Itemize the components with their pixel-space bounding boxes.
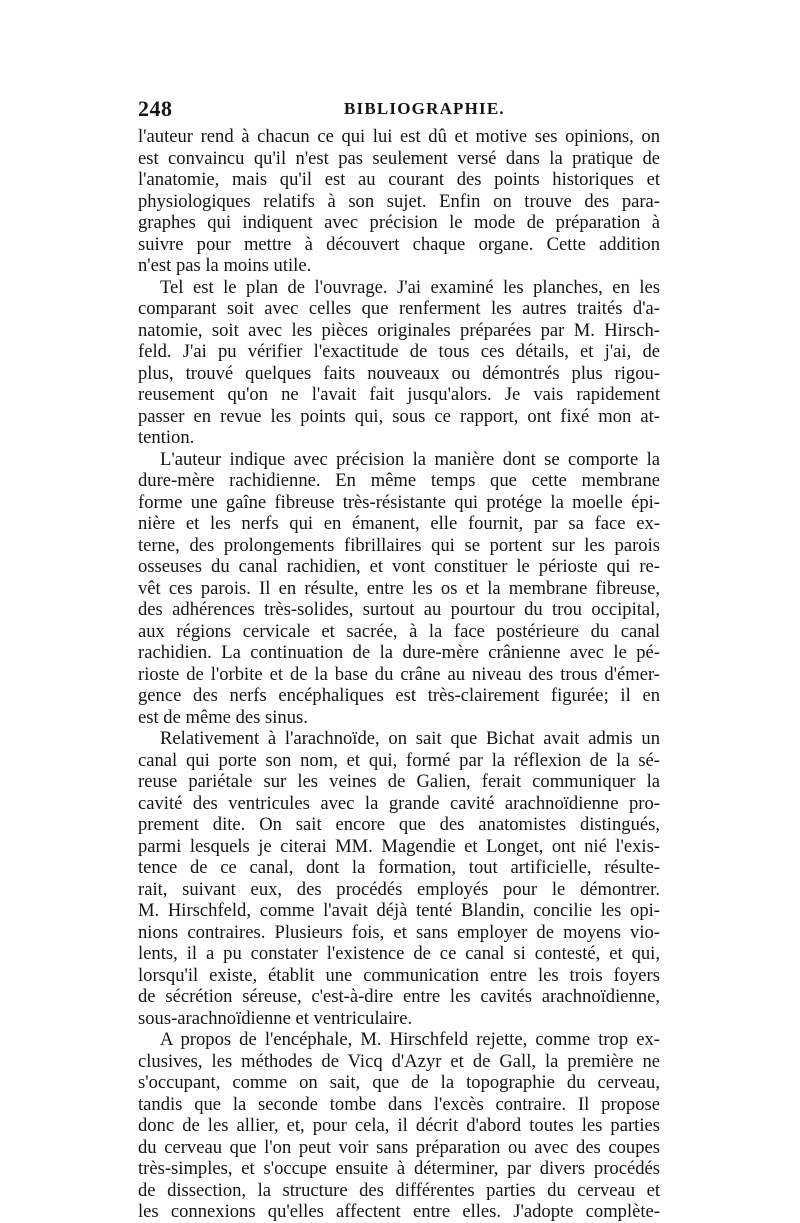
paragraph <box>138 126 660 277</box>
text-line: cavité des ventricules avec la grande cavité arachnoïdienne pro- <box>138 792 660 814</box>
text-line: donc de les allier, et, pour cela, il décrit d'abord toutes les parties <box>138 1115 660 1136</box>
text-line: tence de ce canal, dont la formation, tout artificielle, résulte- <box>138 857 660 878</box>
text-line: comparant soit avec celles que renferment les autres traités d'a- <box>138 298 660 319</box>
text-line: lorsqu'il existe, établit une communication entre les trois foyers <box>138 964 660 986</box>
paragraph <box>138 449 660 729</box>
text-line: nions contraires. Plusieurs fois, et sans employer de moyens vio- <box>138 921 660 943</box>
text-line: A propos de l'encéphale, M. Hirschfeld rejette, comme trop ex- <box>160 1029 660 1050</box>
text-line: forme une gaîne fibreuse très-résistante qui protége la moelle épi- <box>138 491 660 513</box>
text-line: physiologiques relatifs à son sujet. Enfin on trouve des para- <box>138 190 660 212</box>
text-line: aux régions cervicale et sacrée, à la face postérieure du canal <box>138 620 660 642</box>
text-line: suivre pour mettre à découvert chaque organe. Cette addition <box>138 233 660 255</box>
text-line: Relativement à l'arachnoïde, on sait que Bichat avait admis un <box>160 728 660 749</box>
page-number: 248 <box>138 96 173 121</box>
text-line: n'est pas la moins utile. <box>138 255 312 276</box>
text-line: Tel est le plan de l'ouvrage. J'ai examiné les planches, en les <box>160 276 660 298</box>
text-line: rait, suivant eux, des procédés employés pour le démontrer. <box>138 878 660 900</box>
text-line: s'occupant, comme on sait, que de la topographie du cerveau, <box>138 1072 660 1093</box>
text-line: clusives, les méthodes de Vicq d'Azyr et de Gall, la première ne <box>138 1050 660 1072</box>
running-title: BIBLIOGRAPHIE. <box>344 99 505 118</box>
text-line: natomie, soit avec les pièces originales préparées par M. Hirsch- <box>138 319 660 341</box>
text-line: nière et les nerfs qui en émanent, elle fournit, par sa face ex- <box>138 513 660 534</box>
text-line: graphes qui indiquent avec précision le mode de préparation à <box>138 212 660 233</box>
paragraph <box>138 728 660 1029</box>
text-line: rioste de l'orbite et de la base du crâne au niveau des trous d'émer- <box>138 663 660 685</box>
text-line: plus, trouvé quelques faits nouveaux ou démontrés plus rigou- <box>138 362 660 384</box>
text-line: l'auteur rend à chacun ce qui lui est dû et motive ses opinions, on <box>138 126 660 147</box>
text-line: M. Hirschfeld, comme l'avait déjà tenté Blandin, concilie les opi- <box>138 900 660 921</box>
text-line: de sécrétion séreuse, c'est-à-dire entre les cavités arachnoïdienne, <box>138 986 660 1007</box>
text-line: les connexions qu'elles affectent entre elles. J'adopte complète- <box>138 1201 660 1222</box>
text-line: de dissection, la structure des différentes parties du cerveau et <box>138 1179 660 1201</box>
text-line: tandis que la seconde tombe dans l'excès contraire. Il propose <box>138 1093 660 1115</box>
text-line: des adhérences très-solides, surtout au pourtour du trou occipital, <box>138 599 660 620</box>
text-line: lents, il a pu constater l'existence de ce canal si contesté, et qui, <box>138 943 660 964</box>
running-head <box>138 96 660 126</box>
paragraph <box>138 1029 660 1223</box>
text-line: osseuses du canal rachidien, et vont constituer le périoste qui re- <box>138 556 660 577</box>
text-line: L'auteur indique avec précision la manière dont se comporte la <box>160 448 660 470</box>
body-text <box>138 126 660 1223</box>
text-line: terne, des prolongements fibrillaires qui se portent sur les parois <box>138 534 660 556</box>
text-line: tention. <box>138 427 195 448</box>
text-line: vêt ces parois. Il en résulte, entre les os et la membrane fibreuse, <box>138 577 660 599</box>
text-line: feld. J'ai pu vérifier l'exactitude de tous ces détails, et j'ai, de <box>138 341 660 362</box>
text-line: passer en revue les points qui, sous ce rapport, ont fixé mon at- <box>138 405 660 427</box>
text-line: est convaincu qu'il n'est pas seulement versé dans la pratique de <box>138 147 660 169</box>
text-line: du cerveau que l'on peut voir sans préparation ou avec des coupes <box>138 1136 660 1158</box>
text-line: gence des nerfs encéphaliques est très-clairement figurée; il en <box>138 685 660 706</box>
text-line: canal qui porte son nom, et qui, formé par la réflexion de la sé- <box>138 749 660 771</box>
text-line: prement dite. On sait encore que des anatomistes distingués, <box>138 814 660 835</box>
text-line: sous-arachnoïdienne et ventriculaire. <box>138 1007 413 1029</box>
text-line: l'anatomie, mais qu'il est au courant des points historiques et <box>138 169 660 190</box>
text-line: parmi lesquels je citerai MM. Magendie et Longet, ont nié l'exis- <box>138 835 660 857</box>
text-line: reuse pariétale sur les veines de Galien, ferait communiquer la <box>138 771 660 792</box>
text-line: rachidien. La continuation de la dure-mère crânienne avec le pé- <box>138 642 660 663</box>
text-line: est de même des sinus. <box>138 706 308 728</box>
paragraph <box>138 277 660 449</box>
text-line: très-simples, et s'occupe ensuite à déterminer, par divers procédés <box>138 1158 660 1179</box>
text-line: reusement qu'on ne l'avait fait jusqu'alors. Je vais rapidement <box>138 384 660 405</box>
text-line: dure-mère rachidienne. En même temps que cette membrane <box>138 470 660 491</box>
